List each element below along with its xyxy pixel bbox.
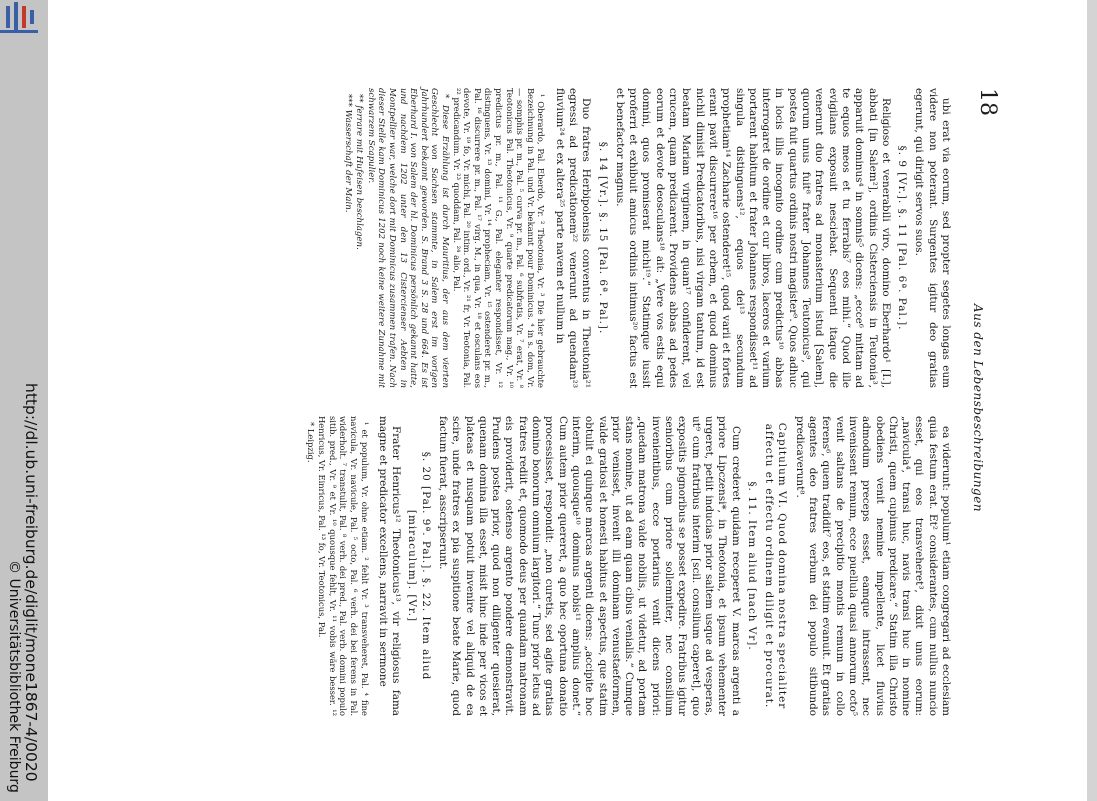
viewer-scrollbar[interactable] xyxy=(1087,0,1097,801)
document-url[interactable]: http://dl.ub.uni-freiburg.de/diglit/mone1867-4/0020 xyxy=(22,383,40,782)
copyright-notice: © Universitätsbibliothek Freiburg xyxy=(6,560,22,793)
right-column xyxy=(304,416,952,716)
paragraph: ubi erat via eorum, sed propter segetes longas eum videre non poterant. Surgentes igitur deo gratias egerunt, qui dirigit servos suos. xyxy=(913,88,952,388)
section-heading: §. 20 [Pal. 9ª. Pal.]. §. 22. Item aliud [miraculum]. [Vr.] xyxy=(406,451,432,681)
footnote: * Leipzig. xyxy=(305,422,316,463)
footnote: ** ferrare mit Hufeisen beschlagen. xyxy=(354,94,365,250)
running-head: Aus den Lebensbeschreibungen xyxy=(971,303,985,513)
paragraph: Duo fratres Herbipolensis conventus in Theutonia²¹ egressi ad predicationem²² venerunt ad quendam²³ fluvium²⁴ et ex altera²⁵ parte navem et nullum in xyxy=(553,88,593,388)
book-page xyxy=(100,88,1000,728)
section-heading: §. 11. Item aliud [nach Vr]. xyxy=(745,481,758,651)
paragraph: ea viderunt: populum¹ etiam congregari ad ecclesiam quia festum erat. Et² considerantes, cum nullus nuncio esset, qui eos transveheret³, dixit unus eorum: „navicula⁴, transi huc, navis transi huc in nomine Christi, quem cupimus predicare.“ Statim illa Christo obediens venit nemine impellente, licet fluvius admodum preceps esset, eamque intrassent, nec invenissent remum, ecce puellula quasi annorum octo⁵ venit saltans de precipitio montis remum in collo ferens⁶, quem tradidit⁷ eos, et statim evanuit. Et gratias agentes deo fratres verbum dei populo sitibundo predicaverunt⁸. xyxy=(793,416,952,716)
section-heading: §. 14 [Vr.]. §. 15 [Pal. 6ª. Pal.]. xyxy=(596,141,609,335)
left-column xyxy=(341,88,952,388)
paragraph: Frater Henricus¹² Theotonicus¹³, vir religiosus fama magne et predicator excellens, narravit in sermone xyxy=(376,416,403,716)
page-number: 18 xyxy=(975,88,1000,116)
university-logo-icon xyxy=(0,0,42,44)
viewer-sidebar xyxy=(0,0,48,801)
footnotes-right xyxy=(305,416,370,716)
scanned-page-area xyxy=(48,0,1087,801)
paragraph: Cum crederet quidam receperet V. marcas argenti a priore Lipczensi*, in Theotonia, et ipsum vehementer urgeret, petiit inducias prior saltem usque ad vesperas, ut⁹ cum fratribus interim [scil. consilium caperet], quo expositis pignoribus se posset expedire. Fratribus igitur senioribus cum priore sollemniter, nec consilium invenientibus, ecce portarius venit dicens priori: „quedam matrona valde nobilis, ut videtur, ad portam stans nomine, ut ad eam quam cibus venialis.“ Cumque prior venisset, invenit illi dominam venustaeformen, valde gratiosi et honesti habitus et aspectus, que statim obtulit ei quinque marcas argenti dicens: „accipite hoc interim, quousque¹⁰ dominus nobis¹¹ amplius donet.“ Cum autem prior quereret, a quo hec oportuna donatio processisset, respondit: „non curetis, sed agite gratias domino bonorum omnium largitori.“ Tunc prior letus ad fratres rediit et, quomodo deus per quandam matronam eis providerit, ostenso argento pondere demonstravit. Prudens postea prior, quod non diligenter quesierat, quenam domina illa esset, misit hinc inde per vicos et plateas et nusquam potuit invenire vel aliquid de ea scire, unde fratres ex pia suspitione beate Marie, quod factum fuerat, asscripserunt. xyxy=(437,416,742,716)
footnote: * Diese Erzählung ist durch Mauritius, der aus dem vierten Geschlecht von Sachsen stammte, in Salem erst im vorigen Jahrhundert bekannt geworden. S. Brand 3 S. 28 und 664. Es ist Eberhard I. von Salem der hl. Dominicus persönlich gekannt hatte, und nachdem 1202 unter den 13 Cistercienser Aebten in Montpellier war, welche dort mit Dominicus zusammen trafen. Nach dieser Stelle kam Dominicus 1202 noch keine weitere Zunahme mit schwarzem Scapulier. xyxy=(365,88,451,388)
section-heading: §. 9 [Vr.]. §. 11 [Pal. 6ª. Pal.]. xyxy=(896,145,909,331)
footnote: *** Wasserschaft der Main. xyxy=(342,94,353,213)
footnotes-left xyxy=(342,88,546,388)
footnote: ¹ Oberardo, Pal. Eberdo, Vr. ² Theotonia, Vr. ³ Die hier gebrauchte Bezeichnung in Pal. und Vr. bekannt pour Dominicus. ⁴ in s. dom, Vr. — somphis pr. m., Pal. ⁵ curva pr. m., Pal. ⁶ subfratis, Vr. ⁷ erat, Vr. ⁸ Teotonicus Pal. Theotonicus, Vr. ⁹ quarte predicatorum mag., Vr. ¹⁰ predictus pr. m., Pal. ¹¹ G., Pal. eleganter respondisset, Vr. ¹² distinguens, Vr. ¹³ domini, Vr. ¹⁴ propheciam, Vr. ¹⁵ ostenderet pr. m., Pal. ¹⁶ discurrere pr. m., Pal. ¹⁷ virg. M., in qua, Vr. ¹⁸ et osculans eos devote, Vr. ¹⁹ fo, Vr. michi, Pal. ²⁰ intim. ord., Vr. ²¹ fr, Vr. Teotonia, Pal. ²² predicandum. Vr. ²³ quoddam, Pal. ²⁴ alio, Pal. xyxy=(451,88,547,388)
chapter-heading: Capitulum VI. Quod domina nostra specialiter affectu et effectu ordinem diligit et procurat. xyxy=(763,422,789,710)
footnote: ¹ et populum, Vr. ohne etiam. ² fehlt Vr. ³ transveheret, Pal. ⁴ fine navicula, Vr. navicule, Pal. ⁵ octo, Pal. ⁶ verh. dei bei ferens in Pal. widerholt. ⁷ transtulit, Pal. ⁸ verh. dei pred., Pal. verb. domini populo sitib. pred., Vr. ⁹ et Vr. ¹⁰ quousque fehlt, Vr. ¹¹ vobis wäre besser. ¹² Henricus, Vr. Einricus, Pal. ¹³ fo, Vr. Teotonicus, Pal. xyxy=(317,416,370,716)
paragraph: Religioso et venerabili viro, domino Eberhardo¹ [I.], abbati [in Salem²], ordinis Cisterciensis in Teutonia³, apparuit dominus⁴ in somnis⁵ dicens: „ecce⁶ mittam ad te equos meos et tu ferrabis⁷ eos mihi.“ Quod ille evigilans exposuit nesciebat. Sequenti itaque die venerunt duo fratres ad monasterium istud [Salem], quorum unus fuit⁸ frater Johannes Teutonicus⁹, qui postea fuit quartus ordinis nostri magister⁹. Quos adhuc in locis illis incognito ordine cum predictus¹⁰ abbas interrogaret de ordine et cur libros, laceros et varium portarent habitum et frater Johannes respondisset¹¹ ad singula distinguens¹², equos dei¹³ secundum prophetiam¹⁴ Zacharie ostenderet¹⁵, quod varii et fortes erant pavit discurrere¹⁶ per orbem, et quod dominus nichil dimisit Predicatoribus, nisi virgam tantum, id est beatam Mariam virginem, in quam¹⁷ confiderent, vel crucem, quam predicarent. Providens abbas ad pedes eorum et devote deosculans¹⁸ ait: „Vere vos estis equi domini, quos promiserat michi¹⁹.“ Statimque iussit proferri et exhibuit amicus ordinis intimus²⁰ factus est et benefactor magnus. xyxy=(613,88,892,388)
